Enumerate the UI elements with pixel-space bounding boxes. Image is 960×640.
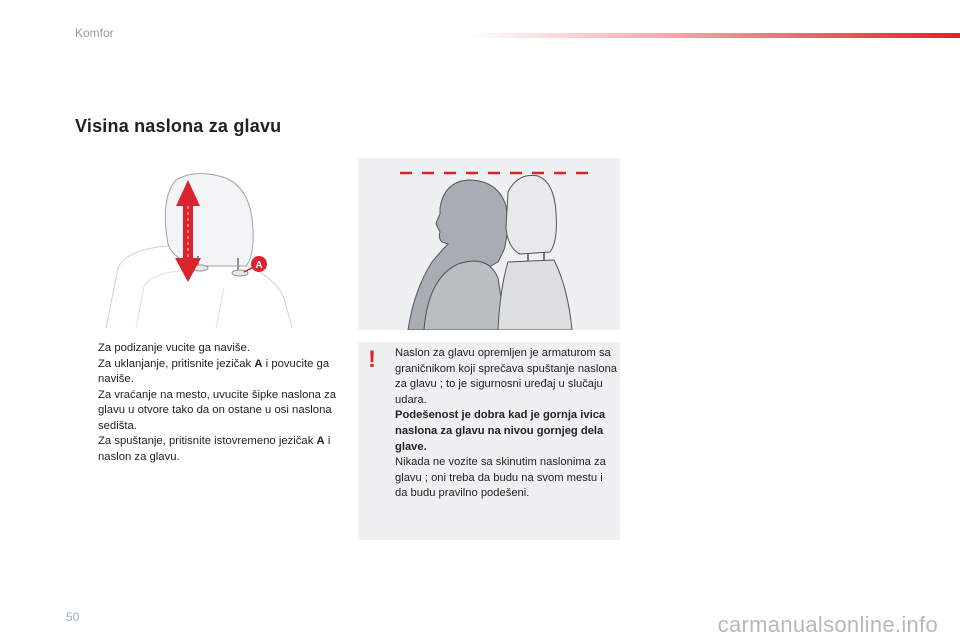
instructions-list <box>76 341 346 465</box>
instruction-text: Za spuštanje, pritisnite istovremeno jezičak <box>98 435 317 447</box>
warning-outro: Nikada ne vozite sa skinutim naslonima za glavu ; oni treba da budu na svom mestu i da budu pravilno podešeni. <box>395 456 606 500</box>
list-item <box>76 388 346 435</box>
instruction-text: i naslon za glavu. <box>98 435 331 463</box>
warning-box <box>358 342 620 540</box>
callout-label-A: A <box>255 260 263 271</box>
list-item <box>76 341 346 357</box>
list-item <box>76 434 346 465</box>
instruction-text: Za vraćanje na mesto, uvucite šipke naslona za glavu u otvore tako da on ostane u osi naslona sedišta. <box>98 388 336 432</box>
page-title: Visina naslona za glavu <box>75 116 282 136</box>
header-accent-line <box>470 33 960 38</box>
instruction-text: Za podizanje vucite ga naviše. <box>98 342 250 354</box>
headrest-adjust-illustration <box>96 158 296 330</box>
page-number: 50 <box>66 610 80 624</box>
warning-text <box>395 346 617 502</box>
instruction-text: i povucite ga naviše. <box>98 357 330 385</box>
watermark: carmanualsonline.info <box>717 612 938 637</box>
warning-emphasis: Podešenost je dobra kad je gornja ivica naslona za glavu na nivou gornjeg dela glave. <box>395 409 606 453</box>
warning-icon: ! <box>368 346 376 373</box>
instruction-text: Za uklanjanje, pritisnite jezičak <box>98 357 255 370</box>
section-label: Komfor <box>75 26 114 40</box>
head-position-illustration <box>358 158 620 330</box>
warning-intro: Naslon za glavu opremljen je armaturom sa graničnikom koji sprečava spuštanje naslona za glavu ; to je sigurnosni uređaj u slučaju udara. <box>395 347 618 406</box>
tab-reference-A: A <box>254 357 263 370</box>
tab-reference-A: A <box>316 435 325 447</box>
list-item <box>76 357 346 388</box>
